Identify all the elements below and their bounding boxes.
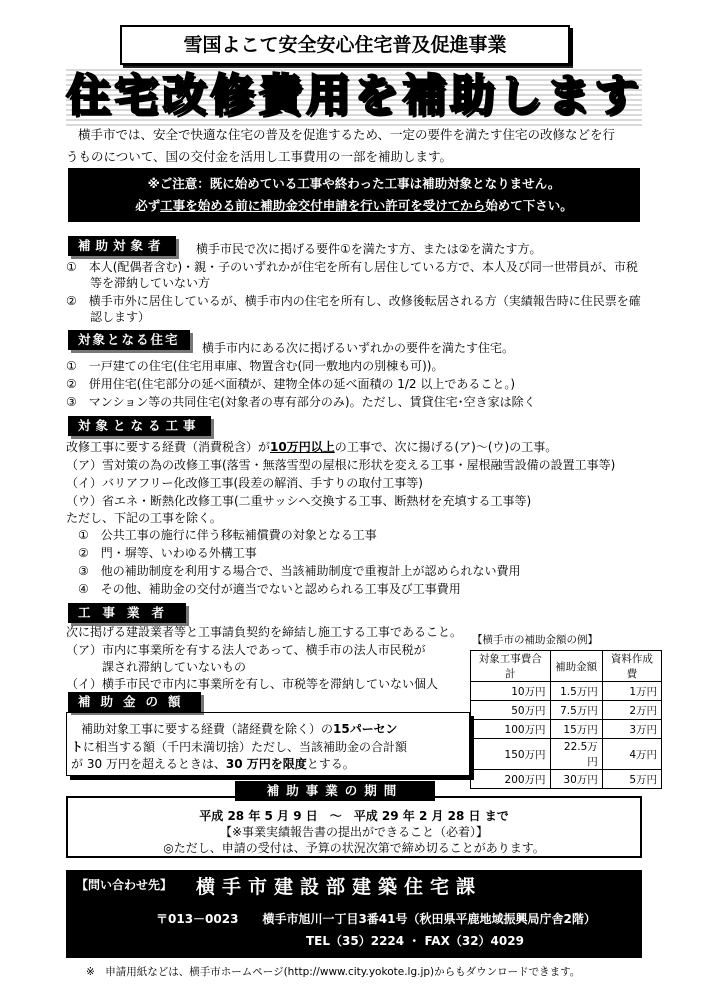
caution-text-b: 補助対象となりません。: [422, 176, 561, 191]
table-cell: 50万円: [471, 701, 551, 720]
contact-box: [66, 870, 642, 958]
table-cell: 200万円: [471, 770, 551, 789]
program-name: 雪国よこて安全安心住宅普及促進事業: [183, 34, 507, 56]
table-row: [471, 770, 662, 789]
section-heading-subsidy-amount: 補助金の額: [68, 692, 201, 712]
table-cell: 22.5万円: [550, 739, 602, 770]
example-table-caption: 【横手市の補助金額の例】: [472, 634, 598, 646]
table-cell: 2万円: [602, 701, 661, 720]
target-houses-item: ① 一戸建ての住宅(住宅用車庫、物置含む(同一敷地内の別棟も可))。: [66, 359, 444, 373]
table-cell: 3万円: [602, 720, 661, 739]
target-works-except: ① 公共工事の施行に伴う移転補償費の対象となる工事: [78, 528, 377, 542]
caution-line-2: [69, 195, 639, 217]
footnote: ※ 申請用紙などは、横手市ホームページ(http://www.city.yokote.lg.jp)からもダウンロードできます。: [86, 966, 581, 978]
contact-address: 〒013－0023 横手市旭川一丁目3番41号（秋田県平鹿地域振興局庁舎2階）: [156, 912, 596, 926]
subsidy-limit: 30 万円を限度: [225, 757, 307, 771]
section-heading-target-houses: 対象となる住宅: [68, 330, 190, 350]
table-cell: 5万円: [602, 770, 661, 789]
target-persons-item: 認します）: [66, 310, 151, 324]
subsidy-text-b: に相当する額（千円未満切捨）ただし、当該補助金の合計額: [83, 740, 408, 754]
table-header-row: [471, 651, 662, 682]
target-works-item: （ウ）省エネ・断熱化改修工事(二重サッシへ交換する工事、断熱材を充填する工事等): [66, 494, 532, 508]
table-cell: 7.5万円: [550, 701, 602, 720]
table-cell: 30万円: [550, 770, 602, 789]
period-box: [66, 796, 642, 858]
contractors-item: （ア）市内に事業所を有する法人であって、横手市の法人市民税が: [66, 643, 426, 657]
target-works-item: （イ）バリアフリー化改修工事(段差の解消、手すりの取付工事等): [66, 476, 423, 490]
table-header: 資料作成費: [602, 651, 661, 682]
section-heading-target-works: 対象となる工事: [68, 416, 211, 436]
contact-department: 横手市建設部建築住宅課: [196, 876, 483, 898]
target-works-lead: [66, 439, 557, 455]
caution-text-d: 始めて下さい。: [485, 198, 573, 213]
table-cell: 10万円: [471, 682, 551, 701]
table-header: 補助金額: [550, 651, 602, 682]
works-lead-c: の工事で、次に揚げる(ア)～(ウ)の工事。: [334, 440, 558, 454]
subsidy-amount-box: [66, 712, 470, 776]
subsidy-text-c: が 30 万円を超えるときは、: [71, 757, 226, 771]
target-houses-item: ② 併用住宅(住宅部分の延べ面積が、建物全体の延べ面積の 1/2 以上であること。): [66, 377, 516, 391]
subsidy-text-d: とする。: [306, 757, 355, 771]
target-works-except-lead: ただし、下記の工事を除く。: [66, 511, 222, 525]
example-table: [470, 650, 662, 789]
table-cell: 15万円: [550, 720, 602, 739]
target-persons-item: ① 本人(配偶者含む)・親・子のいずれかが住宅を所有し居住している方で、本人及び同一世帯員が、市税: [66, 260, 638, 274]
target-works-except: ② 門・塀等、いわゆる外構工事: [78, 546, 257, 560]
caution-underlined: 工事を始める前に補助金交付申請を行い許可を受けてから: [160, 198, 486, 213]
subsidy-text-a: 補助対象工事に要する経費（諸経費を除く）の: [81, 722, 334, 736]
period-dates: 平成 28 年 5 月 9 日 ～ 平成 29 年 2 月 28 日 まで: [199, 809, 509, 823]
table-cell: 1.5万円: [550, 682, 602, 701]
intro-line-2: うものについて、国の交付金を活用し工事費用の一部を補助します。: [66, 149, 453, 164]
caution-notice: [68, 168, 640, 222]
subsidy-rate: 15パーセン: [333, 722, 398, 736]
program-name-box: [120, 25, 570, 65]
intro-text: [66, 124, 642, 168]
intro-line-1: 横手市では、安全で快適な住宅の普及を促進するため、一定の要件を満たす住宅の改修などを行: [78, 127, 616, 142]
works-lead-amount: 10万円以上: [270, 440, 335, 454]
target-houses-lead: 横手市内にある次に掲げるいずれかの要件を満たす住宅。: [202, 341, 515, 355]
contractors-item: （イ）横手市民で市内に事業所を有し、市税等を滞納していない個人: [66, 677, 439, 691]
target-persons-lead: 横手市民で次に掲げる要件①を満たす方、または②を満たす方。: [196, 242, 542, 256]
table-row: [471, 682, 662, 701]
subsidy-rate-tail: ト: [71, 740, 84, 754]
table-row: [471, 701, 662, 720]
contractors-item: 課され滞納していないもの: [66, 660, 247, 674]
section-heading-period: 補助事業の期間: [235, 781, 435, 801]
contractors-lead: 次に掲げる建設業者等と工事請負契約を締結し施工する工事であること。: [66, 625, 463, 639]
caution-text-a: ※ご注意：既に始めている工事や終わった工事は: [147, 176, 423, 191]
subsidy-line-2: [71, 739, 407, 755]
table-cell: 1万円: [602, 682, 661, 701]
caution-line-1: [69, 173, 639, 195]
table-row: [471, 720, 662, 739]
works-lead-a: 改修工事に要する経費（消費税含）が: [66, 440, 271, 454]
table-cell: 4万円: [602, 739, 661, 770]
table-cell: 150万円: [471, 739, 551, 770]
table-row: [471, 739, 662, 770]
target-houses-item: ③ マンション等の共同住宅(対象者の専有部分のみ)。ただし、賃貸住宅･空き家は除く: [66, 395, 536, 409]
section-heading-target-persons: 補助対象者: [68, 236, 176, 256]
table-header: 対象工事費合計: [471, 651, 551, 682]
page-title-text: 住宅改修費用を補助します: [66, 70, 642, 121]
target-persons-item: ② 横手市外に居住しているが、横手市内の住宅を所有し、改修後転居される方（実績報告時に住民票を確: [66, 294, 641, 308]
contact-phone: TEL（35）2224 ・ FAX（32）4029: [306, 934, 524, 948]
period-note-2: ◎ただし、申請の受付は、予算の状況次第で締め切ることがあります。: [163, 841, 545, 855]
period-note-1: 【※事業実績報告書の提出ができること（必着）】: [219, 825, 489, 839]
target-works-except: ③ 他の補助制度を利用する場合で、当該補助制度で重複計上が認められない費用: [78, 564, 521, 578]
target-works-item: （ア）雪対策の為の改修工事(落雪・無落雪型の屋根に形状を変える工事・屋根融雪設備の設置工事等): [66, 458, 616, 472]
contact-label: 【問い合わせ先】: [76, 878, 173, 892]
table-cell: 100万円: [471, 720, 551, 739]
page-title: [66, 66, 642, 126]
section-heading-contractors: 工事業者: [68, 603, 186, 623]
subsidy-line-1: [81, 721, 397, 737]
target-persons-item: 等を滞納していない方: [66, 276, 211, 290]
target-works-except: ④ その他、補助金の交付が適当でないと認められる工事及び工事費用: [78, 582, 461, 596]
caution-text-c: 必ず: [135, 198, 161, 213]
subsidy-line-3: [71, 756, 355, 772]
